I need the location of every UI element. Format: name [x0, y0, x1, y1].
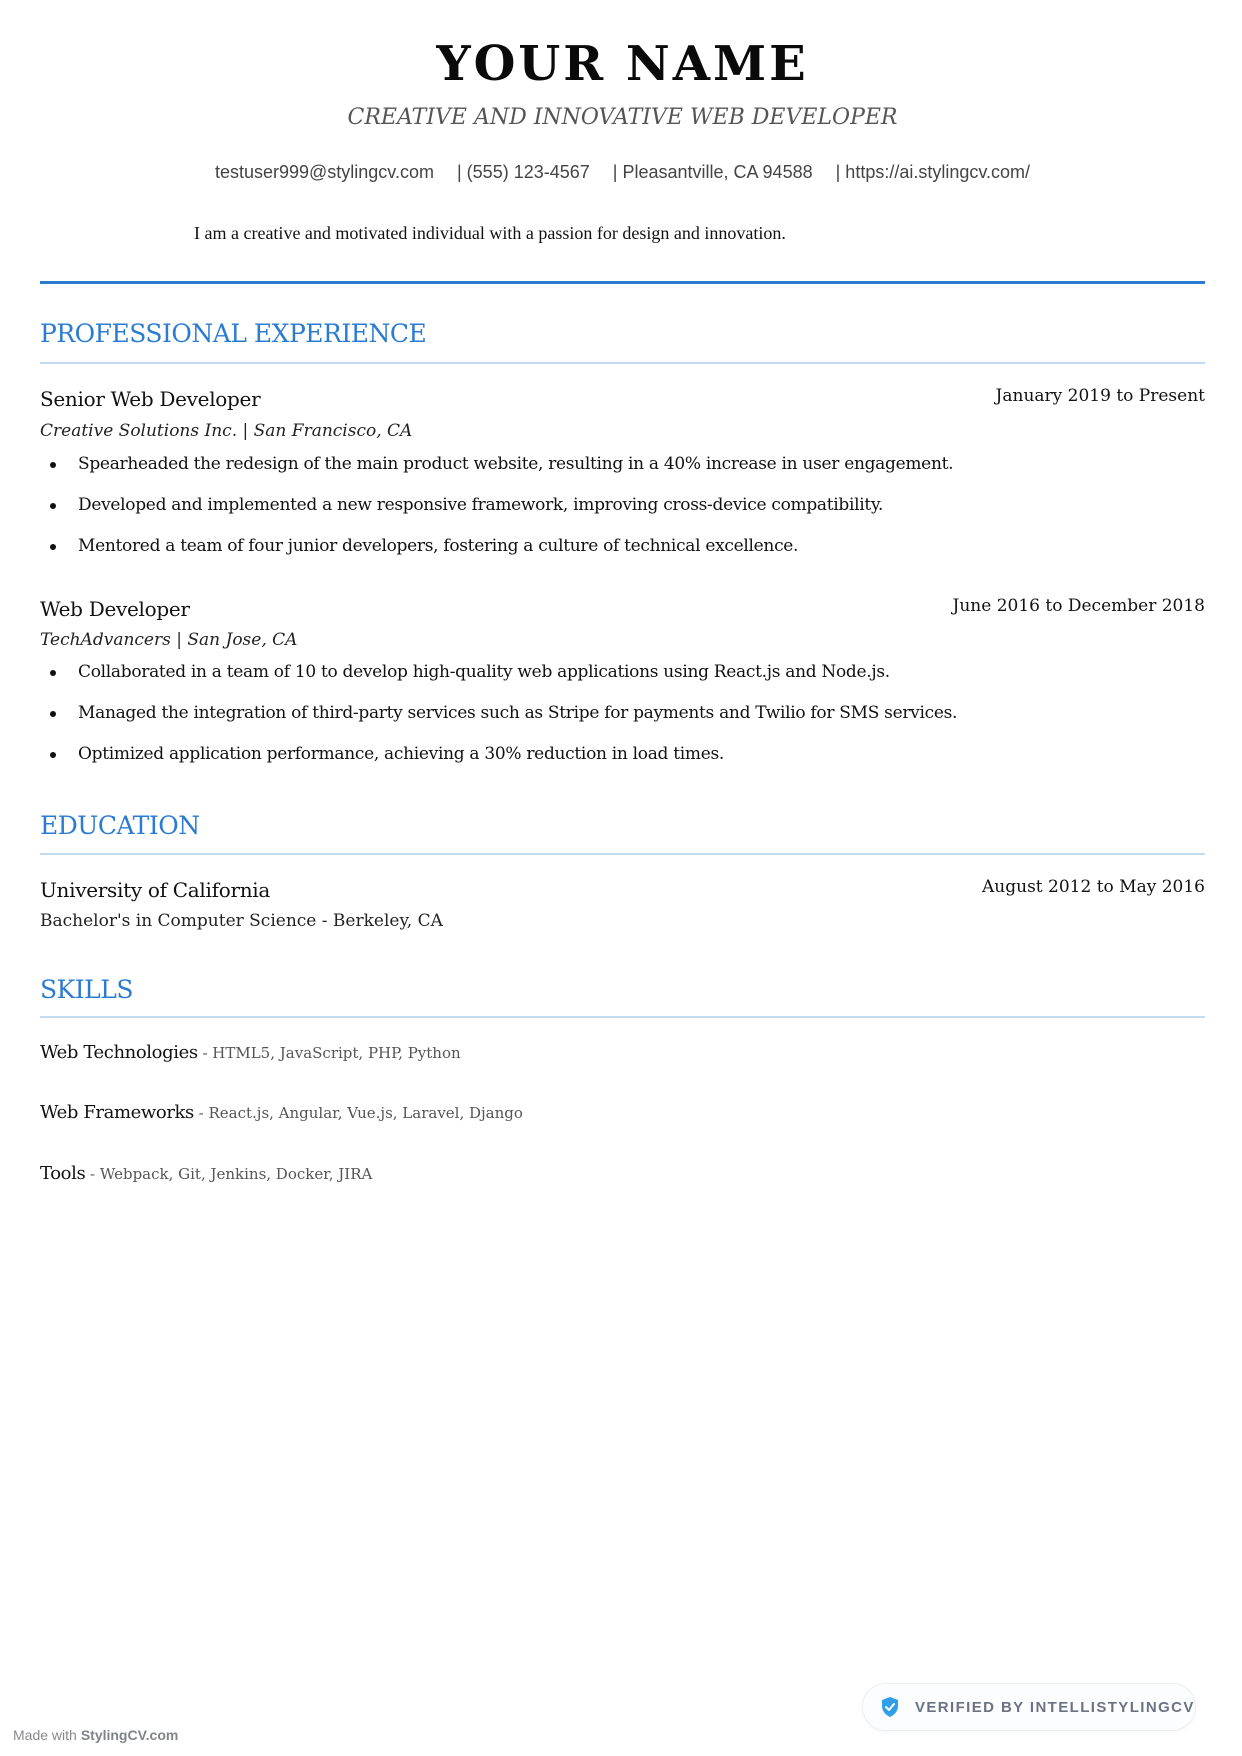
bullet-item: Mentored a team of four junior developers, fostering a culture of technical excellence.	[40, 534, 953, 575]
section-title-experience: PROFESSIONAL EXPERIENCE	[40, 319, 427, 348]
made-with-label: Made with	[13, 1727, 77, 1743]
bullet-item: Collaborated in a team of 10 to develop high-quality web applications using React.js and Node.js.	[40, 660, 957, 701]
skill-values: Webpack, Git, Jenkins, Docker, JIRA	[99, 1165, 373, 1183]
made-with-brand[interactable]: StylingCV.com	[80, 1727, 179, 1743]
section-divider-experience	[40, 362, 1205, 364]
shield-check-icon	[881, 1697, 899, 1717]
job-bullets	[40, 660, 957, 783]
job-title: Senior Web Developer	[40, 387, 261, 411]
bullet-item: Spearheaded the redesign of the main product website, resulting in a 40% increase in user engagement.	[40, 452, 953, 493]
job-dates: June 2016 to December 2018	[952, 596, 1205, 616]
bullet-item: Optimized application performance, achieving a 30% reduction in load times.	[40, 742, 957, 783]
contact-email[interactable]: testuser999@stylingcv.com	[214, 162, 434, 182]
skill-separator: -	[197, 1044, 213, 1062]
education-degree: Bachelor's in Computer Science - Berkeley, CA	[40, 911, 443, 931]
section-title-skills: SKILLS	[40, 975, 134, 1004]
skill-separator: -	[85, 1165, 100, 1183]
education-dates: August 2012 to May 2016	[982, 877, 1205, 897]
job-company: Creative Solutions Inc. | San Francisco, CA	[40, 421, 413, 441]
skill-category: Tools	[40, 1163, 86, 1184]
candidate-name: YOUR NAME	[436, 36, 809, 92]
skill-row	[40, 1101, 523, 1125]
job-bullets	[40, 452, 953, 575]
skill-category: Web Frameworks	[40, 1102, 194, 1123]
skill-values: React.js, Angular, Vue.js, Laravel, Django	[208, 1104, 523, 1122]
skill-category: Web Technologies	[40, 1042, 198, 1063]
contact-website[interactable]: | https://ai.stylingcv.com/	[835, 162, 1031, 182]
contact-location: | Pleasantville, CA 94588	[612, 162, 813, 182]
bullet-item: Developed and implemented a new responsive framework, improving cross-device compatibility.	[40, 493, 953, 534]
contact-line	[40, 160, 1205, 184]
skill-separator: -	[193, 1104, 209, 1122]
job-company: TechAdvancers | San Jose, CA	[40, 630, 298, 650]
job-dates: January 2019 to Present	[995, 386, 1205, 406]
contact-phone[interactable]: | (555) 123-4567	[457, 162, 590, 182]
verified-label: VERIFIED BY INTELLISTYLINGCV	[915, 1698, 1195, 1716]
candidate-title: CREATIVE AND INNOVATIVE WEB DEVELOPER	[347, 105, 898, 130]
skill-row	[40, 1041, 461, 1065]
verified-badge[interactable]	[862, 1683, 1196, 1731]
made-with-credit[interactable]	[13, 1726, 178, 1744]
bullet-item: Managed the integration of third-party services such as Stripe for payments and Twilio for SMS services.	[40, 701, 957, 742]
header-divider	[40, 281, 1205, 284]
skill-values: HTML5, JavaScript, PHP, Python	[212, 1044, 461, 1062]
section-divider-education	[40, 853, 1205, 855]
section-title-education: EDUCATION	[40, 811, 200, 840]
summary-text: I am a creative and motivated individual with a passion for design and innovation.	[194, 223, 786, 243]
education-school: University of California	[40, 878, 271, 902]
skill-row	[40, 1162, 372, 1186]
section-divider-skills	[40, 1016, 1205, 1018]
job-title: Web Developer	[40, 597, 190, 621]
